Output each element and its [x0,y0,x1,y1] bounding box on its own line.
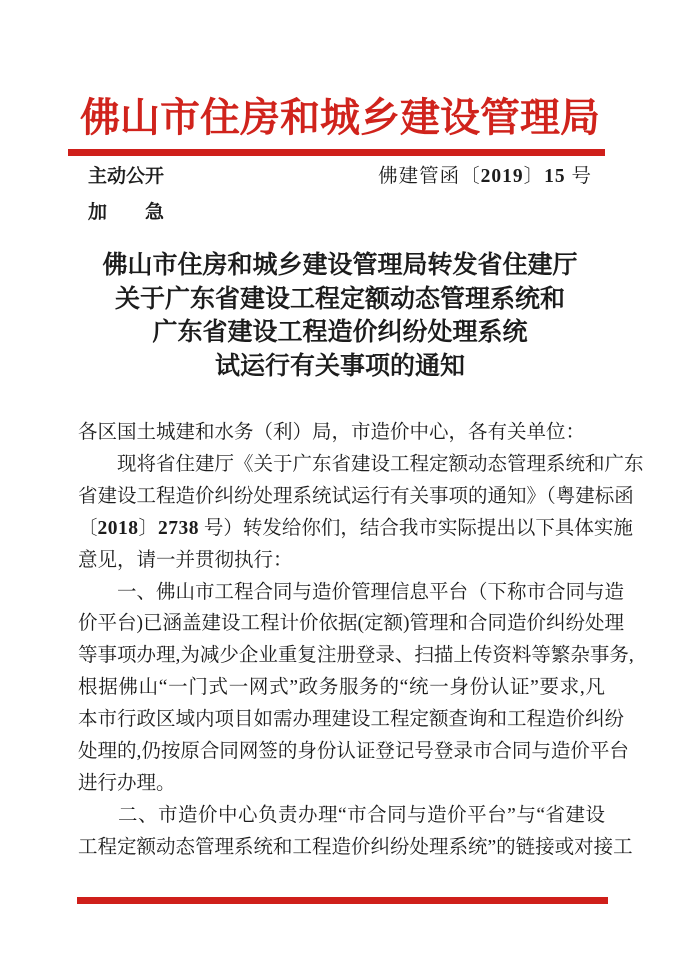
title-line: 关于广东省建设工程定额动态管理系统和 [114,285,565,313]
body-line: 进行办理。 [78,772,176,794]
masthead-title: 佛山市住房和城乡建设管理局 [80,95,600,140]
title-line: 广东省建设工程造价纠纷处理系统 [152,319,528,346]
body-line: 现将省住建厅《关于广东省建设工程定额动态管理系统和广东 [78,453,644,475]
footer-divider-rule [77,897,608,904]
title-line: 试运行有关事项的通知 [214,352,465,380]
body-line: 处理的,仍按原合同网签的身份认证登记号登录市合同与造价平台 [78,741,629,763]
urgency-label: 加 急 [88,202,165,223]
body-line: 根据佛山“一门式一网式”政务服务的“统一身份认证”要求,凡 [78,677,605,699]
body-line: 各区国土城建和水务（利）局，市造价中心，各有关单位： [78,422,586,443]
body-line: 价平台)已涵盖建设工程计价依据(定额)管理和合同造价纠纷处理 [78,613,624,635]
body-line: 二、市造价中心负责办理“市合同与造价平台”与“省建设 [78,804,605,826]
publicity-label: 主动公开 [88,166,165,187]
body-line: 〔2018〕2738 号）转发给你们，结合我市实际提出以下具体实施 [78,517,633,539]
body-line: 一、佛山市工程合同与造价管理信息平台（下称市合同与造 [78,581,625,603]
body-line: 意见，请一并贯彻执行： [78,549,293,571]
body-line: 本市行政区域内项目如需办理建设工程定额查询和工程造价纠纷 [78,709,625,731]
body-line: 省建设工程造价纠纷处理系统试运行有关事项的通知》（粤建标函 [78,485,634,507]
document-title [0,249,680,383]
body-line: 工程定额动态管理系统和工程造价纠纷处理系统”的链接或对接工 [78,836,633,858]
header-divider-rule [68,149,605,156]
title-line: 佛山市住房和城乡建设管理局转发省住建厅 [102,252,578,279]
doc-number: 佛建管函〔2019〕15 号 [378,166,592,187]
body-line: 等事项办理,为减少企业重复注册登录、扫描上传资料等繁杂事务, [78,645,634,667]
document-body [78,417,644,864]
